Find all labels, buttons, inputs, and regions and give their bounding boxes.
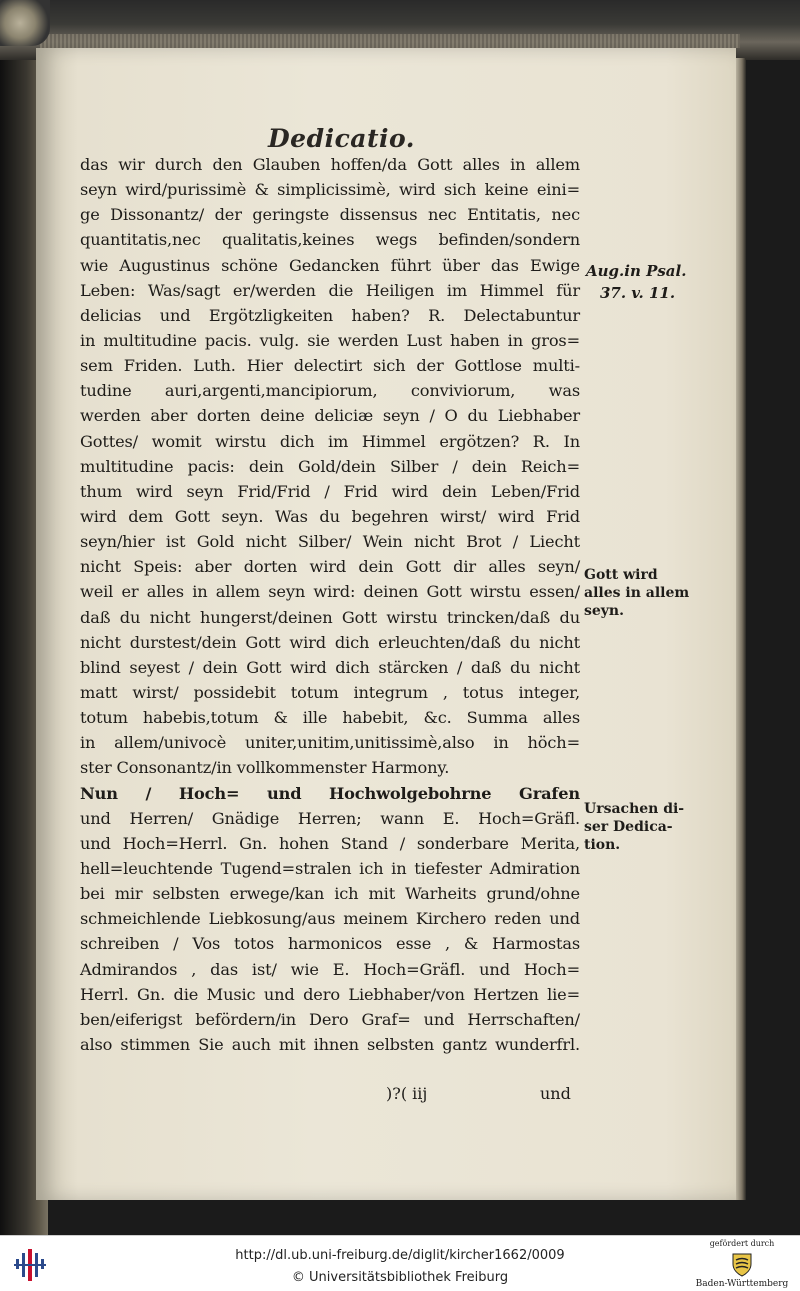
sponsor-name: Baden-Württemberg — [695, 1279, 789, 1289]
text-line: hell=leuchtende Tugend=stralen ich in tiefester Admiration — [80, 858, 580, 878]
text-line: bei mir selbsten erwege/kan ich mit Warheits grund/ohne — [80, 884, 580, 904]
text-line: matt wirst/ possidebit totum integrum , totus integer, — [80, 682, 580, 702]
text-line: ge Dissonantz/ der geringste dissensus nec Entitatis, nec — [80, 205, 580, 225]
text-line: sem Friden. Luth. Hier delectirt sich der Gottlose multi- — [80, 356, 580, 376]
text-line: blind seyest / dein Gott wird dich stärcken / daß du nicht — [80, 657, 580, 677]
text-line: daß du nicht hungerst/deinen Gott wirstu trincken/daß du — [80, 607, 580, 627]
marginal-note-line: seyn. — [584, 603, 624, 619]
marginal-note-line: ser Dedica- — [584, 819, 673, 835]
sponsor-label: gefördert durch — [709, 1239, 775, 1248]
marginal-note-line: tion. — [584, 837, 621, 853]
text-line: schmeichlende Liebkosung/aus meinem Kirchero reden und — [80, 909, 580, 929]
text-line: totum habebis,totum & ille habebit, &c. Summa alles — [80, 708, 580, 728]
text-line: nicht durstest/dein Gott wird dich erleuchten/daß du nicht — [80, 632, 580, 652]
body-text — [80, 152, 580, 1057]
signature-mark: )?( iij — [386, 1084, 428, 1103]
text-line: seyn wird/purissimè & simplicissimè, wird sich keine eini= — [80, 180, 580, 200]
running-head: Dedicatio. — [268, 124, 415, 153]
text-line: wie Augustinus schöne Gedancken führt über das Ewige — [80, 255, 580, 275]
text-line: das wir durch den Glauben hoffen/da Gott alles in allem — [80, 155, 580, 174]
text-line: weil er alles in allem seyn wird: deinen Gott wirstu essen/ — [80, 582, 580, 602]
page-stack-edge — [40, 34, 740, 48]
marginal-note-augustine — [586, 260, 686, 304]
marginal-note-ursachen — [584, 800, 684, 854]
marginal-note-line: Gott wird — [584, 567, 658, 583]
text-line: wird dem Gott seyn. Was du begehren wirst/ wird Frid — [80, 506, 580, 526]
marginal-note-line: Aug.in Psal. — [586, 262, 687, 280]
viewer-footer — [0, 1235, 800, 1291]
text-line: und Herren/ Gnädige Herren; wann E. Hoch=Gräfl. — [80, 808, 580, 828]
page-right-edge — [736, 58, 746, 1200]
marginal-note-gott — [584, 566, 689, 620]
text-line: ster Consonantz/in vollkommenster Harmony. — [80, 758, 450, 778]
text-line: Gottes/ womit wirstu dich im Himmel ergötzen? R. In — [80, 431, 580, 451]
permalink-url[interactable]: http://dl.ub.uni-freiburg.de/diglit/kircher1662/0009 — [235, 1248, 565, 1263]
text-line: tudine auri,argenti,mancipiorum, conviviorum, was — [80, 381, 580, 401]
text-line: ben/eiferigst befördern/in Dero Graf= und Herrschaften/ — [80, 1009, 580, 1029]
catchword: und — [540, 1084, 571, 1103]
text-line: quantitatis,nec qualitatis,keines wegs befinden/sondern — [80, 230, 580, 250]
text-line: thum wird seyn Frid/Frid / Frid wird dein Leben/Frid — [80, 481, 580, 501]
text-line: seyn/hier ist Gold nicht Silber/ Wein nicht Brot / Liecht — [80, 532, 580, 552]
text-line: und Hoch=Herrl. Gn. hohen Stand / sonderbare Merita, — [80, 833, 580, 853]
text-line: werden aber dorten deine deliciæ seyn / O du Liebhaber — [80, 406, 580, 426]
text-line: also stimmen Sie auch mit ihnen selbsten gantz wunderfrl. — [80, 1034, 580, 1054]
copyright-text: © Universitätsbibliothek Freiburg — [291, 1270, 509, 1285]
text-line: Admirandos , das ist/ wie E. Hoch=Gräfl. und Hoch= — [80, 959, 580, 979]
binding-clasp — [0, 0, 50, 46]
text-line: Leben: Was/sagt er/werden die Heiligen im Himmel für — [80, 280, 580, 300]
marginal-note-line: Ursachen di- — [584, 801, 685, 817]
sponsor-block — [688, 1239, 796, 1289]
text-line: in multitudine pacis. vulg. sie werden Lust haben in gros= — [80, 330, 580, 350]
text-line: in allem/univocè uniter,unitim,unitissimè,also in höch= — [80, 733, 580, 753]
text-line: multitudine pacis: dein Gold/dein Silber / dein Reich= — [80, 456, 580, 476]
text-line: delicias und Ergötzligkeiten haben? R. Delectabuntur — [80, 305, 580, 325]
marginal-note-line: 37. v. 11. — [600, 284, 676, 302]
baden-wuerttemberg-crest-icon — [728, 1250, 756, 1278]
text-line-heading: Nun / Hoch= und Hochwolgebohrne Grafen — [80, 783, 580, 803]
text-line: schreiben / Vos totos harmonicos esse , & Harmostas — [80, 934, 580, 954]
text-line: Herrl. Gn. die Music und dero Liebhaber/von Hertzen lie= — [80, 984, 580, 1004]
marginal-note-line: alles in allem — [584, 585, 690, 601]
text-line: nicht Speis: aber dorten wird dein Gott dir alles seyn/ — [80, 557, 580, 577]
